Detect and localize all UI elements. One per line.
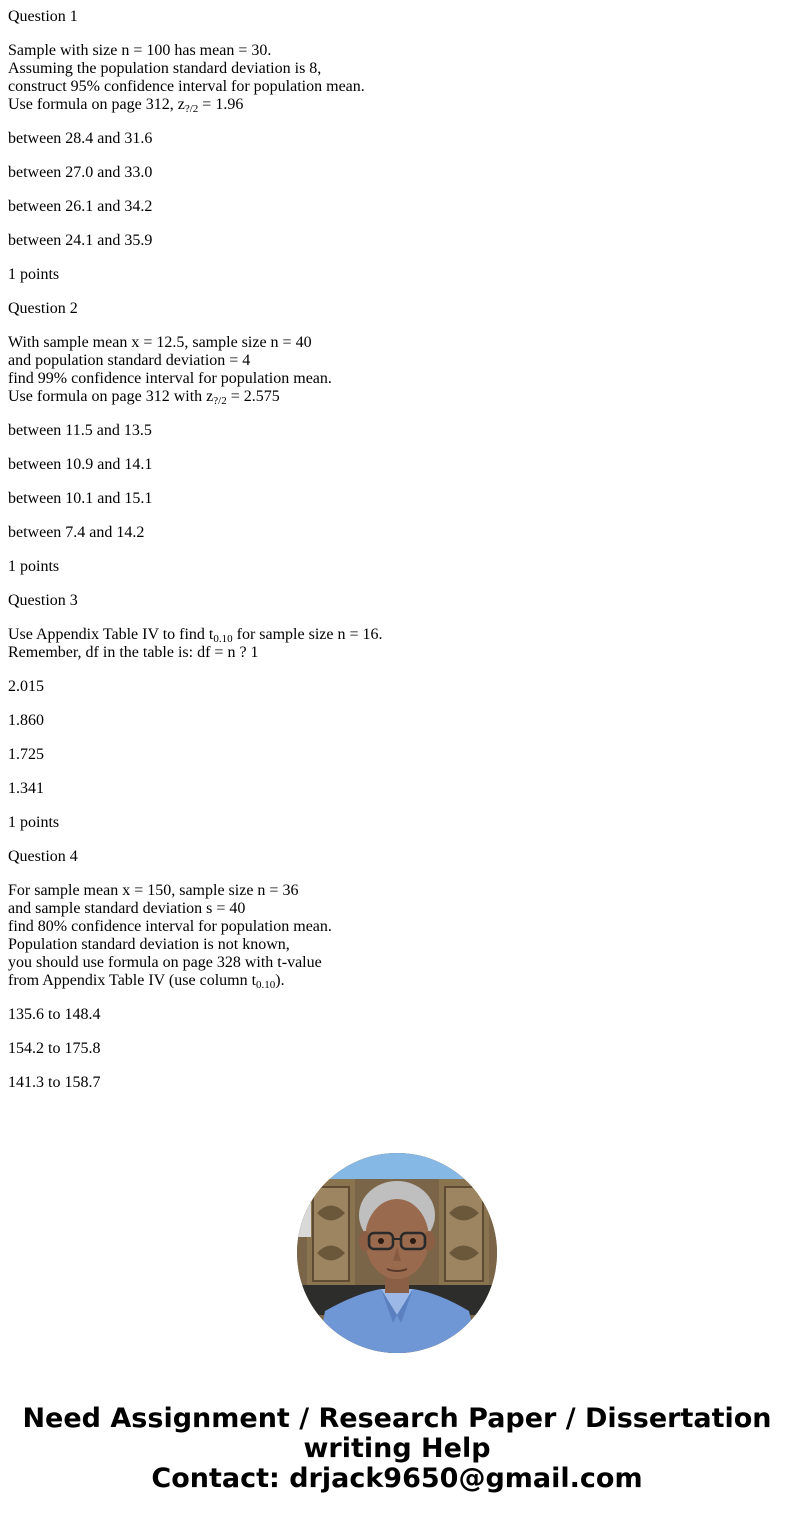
prompt-line: Remember, df in the table is: df = n ? 1 xyxy=(8,644,259,661)
question-3-option-c[interactable]: 1.725 xyxy=(8,746,44,763)
question-3-option-a[interactable]: 2.015 xyxy=(8,678,44,695)
promo-line-2: writing Help xyxy=(303,1433,491,1464)
question-3-prompt xyxy=(8,626,778,662)
question-2-points: 1 points xyxy=(8,558,60,575)
promo-line-1: Need Assignment / Research Paper / Dissertation xyxy=(22,1403,772,1434)
prompt-line: With sample mean x = 12.5, sample size n = 40 xyxy=(8,334,312,351)
formula-text: Use formula on page 312 with z xyxy=(8,388,214,405)
formula-subscript: 0.10 xyxy=(256,979,276,991)
question-2-option-b[interactable]: between 10.9 and 14.1 xyxy=(8,456,153,473)
question-1-option-b[interactable]: between 27.0 and 33.0 xyxy=(8,164,153,181)
question-1-option-a[interactable]: between 28.4 and 31.6 xyxy=(8,130,153,147)
formula-text: from Appendix Table IV (use column t xyxy=(8,972,257,989)
question-2-option-d[interactable]: between 7.4 and 14.2 xyxy=(8,524,145,541)
question-4-option-c[interactable]: 141.3 to 158.7 xyxy=(8,1074,101,1091)
question-3-title: Question 3 xyxy=(8,592,78,609)
formula-line xyxy=(8,388,778,406)
question-1-prompt xyxy=(8,42,778,114)
question-1-points: 1 points xyxy=(8,266,60,283)
prompt-line: and population standard deviation = 4 xyxy=(8,352,251,369)
question-3-points: 1 points xyxy=(8,814,60,831)
promo-banner xyxy=(0,1404,794,1494)
prompt-line: Sample with size n = 100 has mean = 30. xyxy=(8,42,272,59)
formula-line xyxy=(8,972,778,990)
document-content xyxy=(8,8,778,1108)
question-2-option-a[interactable]: between 11.5 and 13.5 xyxy=(8,422,152,439)
question-2-title: Question 2 xyxy=(8,300,78,317)
prompt-line: and sample standard deviation s = 40 xyxy=(8,900,246,917)
formula-value: = 1.96 xyxy=(198,96,244,113)
prompt-line: you should use formula on page 328 with t-value xyxy=(8,954,322,971)
prompt-line: find 99% confidence interval for population mean. xyxy=(8,370,332,387)
formula-value: = 2.575 xyxy=(226,388,280,405)
prompt-line: For sample mean x = 150, sample size n = 36 xyxy=(8,882,299,899)
formula-subscript: ?/2 xyxy=(184,103,199,115)
formula-subscript: 0.10 xyxy=(213,633,233,645)
question-2-option-c[interactable]: between 10.1 and 15.1 xyxy=(8,490,153,507)
tutor-photo-icon xyxy=(297,1153,497,1353)
formula-subscript: ?/2 xyxy=(213,395,227,407)
prompt-line: Assuming the population standard deviation is 8, xyxy=(8,60,322,77)
question-4-option-a[interactable]: 135.6 to 148.4 xyxy=(8,1006,101,1023)
promo-contact[interactable]: Contact: drjack9650@gmail.com xyxy=(151,1463,643,1494)
question-4-option-b[interactable]: 154.2 to 175.8 xyxy=(8,1040,101,1057)
formula-line xyxy=(8,626,778,644)
formula-text: Use Appendix Table IV to find t xyxy=(8,626,214,643)
question-2-prompt xyxy=(8,334,778,406)
question-3-option-d[interactable]: 1.341 xyxy=(8,780,44,797)
formula-text: Use formula on page 312, z xyxy=(8,96,185,113)
question-1-title: Question 1 xyxy=(8,8,78,25)
question-1-option-d[interactable]: between 24.1 and 35.9 xyxy=(8,232,153,249)
question-4-title: Question 4 xyxy=(8,848,78,865)
formula-value: for sample size n = 16. xyxy=(232,626,383,643)
formula-line xyxy=(8,96,778,114)
question-3-option-b[interactable]: 1.860 xyxy=(8,712,44,729)
prompt-line: find 80% confidence interval for population mean. xyxy=(8,918,332,935)
question-4-prompt xyxy=(8,882,778,990)
formula-value: ). xyxy=(275,972,285,989)
avatar xyxy=(297,1153,497,1353)
question-1-option-c[interactable]: between 26.1 and 34.2 xyxy=(8,198,153,215)
prompt-line: Population standard deviation is not known, xyxy=(8,936,290,953)
prompt-line: construct 95% confidence interval for population mean. xyxy=(8,78,365,95)
